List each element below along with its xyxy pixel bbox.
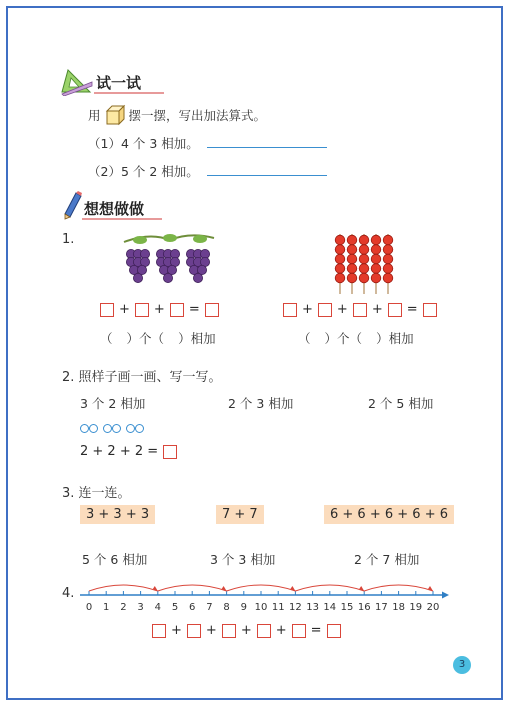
tick-label: 1 [103, 602, 110, 613]
answer-box[interactable] [292, 624, 306, 638]
q1-text: （1）4 个 3 相加。 [88, 136, 199, 151]
left-paren: （ [100, 331, 113, 346]
answer-box[interactable] [327, 624, 341, 638]
plus-sign: + [205, 623, 217, 638]
problem-2-title: 照样子画一画、写一写。 [78, 370, 222, 385]
haws-equation [283, 302, 437, 317]
p2-item-2: 2 个 3 相加 [228, 396, 294, 411]
problem-1-number: 1. [62, 232, 75, 247]
xiangjia-text: 相加 [190, 331, 216, 346]
tick-label: 10 [254, 602, 268, 613]
answer-box[interactable] [163, 445, 177, 459]
problem-3-title: 连一连。 [78, 486, 131, 501]
answer-blank-1[interactable] [207, 147, 327, 148]
axis-arrow [442, 592, 449, 599]
plus-sign: + [275, 623, 287, 638]
answer-box[interactable] [135, 303, 149, 317]
tick-label: 16 [357, 602, 371, 613]
haw-stick [335, 234, 345, 294]
tick-label: 12 [289, 602, 302, 613]
circle [135, 424, 144, 433]
title-underline [94, 92, 164, 94]
circle [112, 424, 121, 433]
grapes-equation [100, 302, 219, 317]
problem-3-number: 3. [62, 486, 75, 501]
answer-box[interactable] [222, 624, 236, 638]
p2-item-1: 3 个 2 相加 [80, 396, 146, 411]
tick-label: 5 [171, 602, 179, 613]
jump-arc [364, 585, 433, 591]
plus-sign: + [119, 302, 130, 317]
instruction-suffix: 摆一摆，写出加法算式。 [128, 108, 267, 123]
circle-group [126, 424, 144, 433]
circle-group [103, 424, 121, 433]
tick-label: 19 [409, 602, 423, 613]
tick-label: 4 [154, 602, 161, 613]
circle-groups [80, 424, 149, 433]
jump-arc [295, 585, 364, 591]
answer-box[interactable] [283, 303, 297, 317]
tick-label: 20 [426, 602, 440, 613]
grapes-count-phrase [100, 329, 216, 347]
tick-label: 18 [392, 602, 405, 613]
tick-label: 3 [137, 602, 144, 613]
haw-stick [347, 234, 357, 294]
problem-3-header [62, 482, 131, 501]
answer-box[interactable] [318, 303, 332, 317]
jump-arc [227, 585, 296, 591]
answer-box[interactable] [187, 624, 201, 638]
match-desc-1[interactable]: 5 个 6 相加 [82, 552, 148, 567]
match-expression-3[interactable]: 6 + 6 + 6 + 6 + 6 [324, 505, 454, 524]
haw-stick [371, 234, 381, 294]
left-paren: （ [349, 331, 363, 346]
instruction-prefix: 用 [88, 108, 101, 123]
plus-sign: + [240, 623, 252, 638]
tick-label: 6 [189, 602, 196, 613]
xiangjia-text: 相加 [388, 331, 414, 346]
grape-bunch [156, 249, 179, 282]
cube-icon [104, 104, 126, 126]
haws-count-phrase [298, 329, 414, 347]
tick-label: 11 [271, 602, 285, 613]
tick-label: 9 [240, 602, 247, 613]
ge-text: 个 [139, 331, 152, 346]
plus-sign: + [302, 302, 313, 317]
plus-sign: + [371, 302, 383, 317]
tick-label: 0 [85, 602, 93, 613]
answer-box[interactable] [170, 303, 184, 317]
ge-text: 个 [337, 331, 350, 346]
p2-example-equation [80, 444, 177, 459]
try-instruction [88, 104, 266, 126]
right-paren: ） [376, 331, 389, 346]
answer-box[interactable] [100, 303, 114, 317]
tick-label: 2 [120, 602, 127, 613]
tick-label: 14 [323, 602, 337, 613]
circle-group [80, 424, 98, 433]
p2-item-3: 2 个 5 相加 [368, 396, 434, 411]
tick-label: 13 [306, 602, 319, 613]
right-paren: ） [178, 331, 191, 346]
tick-label: 7 [206, 602, 213, 613]
problem-4-number: 4. [62, 586, 75, 601]
example-expression: 2 + 2 + 2 = [80, 444, 159, 459]
equals-sign: = [406, 302, 418, 317]
candied-haws-illustration [332, 232, 400, 296]
triangle-ruler-icon [60, 68, 94, 96]
number-line [76, 578, 456, 618]
plus-sign: + [153, 302, 165, 317]
title-underline [82, 218, 162, 220]
section-title-try: 试一试 [96, 74, 142, 92]
section-title-think: 想想做做 [84, 200, 145, 218]
plus-sign: + [171, 623, 182, 638]
problem-2-number: 2. [62, 370, 75, 385]
answer-box[interactable] [205, 303, 219, 317]
try-question-2 [88, 162, 199, 180]
jump-arc [89, 585, 158, 591]
problem-2-header [62, 366, 222, 385]
page-number: 3 [453, 656, 471, 674]
grape-bunch [126, 249, 149, 282]
tick-label: 15 [340, 602, 354, 613]
answer-box[interactable] [257, 624, 271, 638]
tick-label: 17 [375, 602, 388, 613]
jump-arc [158, 585, 227, 591]
left-paren: （ [151, 331, 165, 346]
try-question-1 [88, 134, 199, 152]
right-paren: ） [126, 331, 140, 346]
q2-text: （2）5 个 2 相加。 [88, 164, 199, 179]
right-paren: ） [324, 331, 338, 346]
answer-box[interactable] [353, 303, 367, 317]
match-expression-1[interactable]: 3 + 3 + 3 [80, 505, 155, 524]
equals-sign: = [310, 623, 322, 638]
equals-sign: = [188, 302, 200, 317]
haw-stick [359, 234, 369, 294]
circle [89, 424, 98, 433]
pencil-icon [60, 190, 84, 220]
p4-equation [152, 623, 341, 638]
circle [80, 424, 89, 433]
answer-box[interactable] [388, 303, 402, 317]
tick-label: 8 [223, 602, 230, 613]
answer-blank-2[interactable] [207, 175, 327, 176]
haw-stick [383, 234, 393, 294]
answer-box[interactable] [423, 303, 437, 317]
grapes-illustration [120, 232, 216, 294]
match-desc-3[interactable]: 2 个 7 相加 [354, 552, 420, 567]
answer-box[interactable] [152, 624, 166, 638]
plus-sign: + [336, 302, 348, 317]
match-expression-2[interactable]: 7 + 7 [216, 505, 264, 524]
circle [126, 424, 135, 433]
grape-bunch [186, 249, 209, 282]
circle [103, 424, 112, 433]
left-paren: （ [298, 331, 311, 346]
match-desc-2[interactable]: 3 个 3 相加 [210, 552, 276, 567]
